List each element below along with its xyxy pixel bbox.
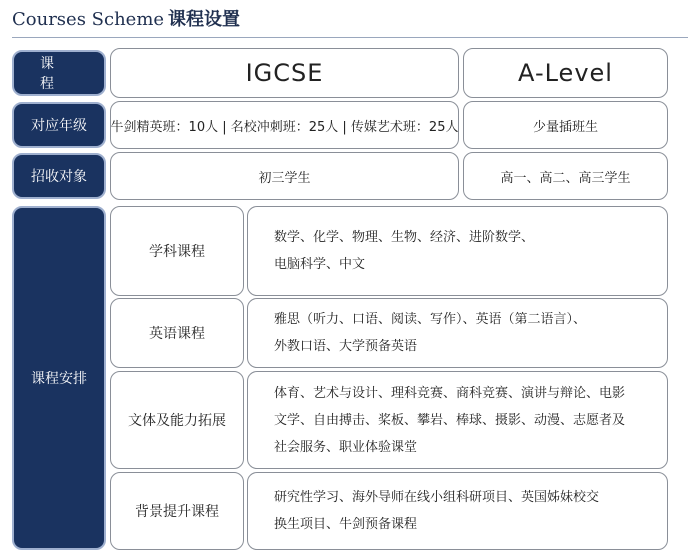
cell-igcse-grade bbox=[110, 101, 459, 149]
alevel-grade-text: 少量插班生 bbox=[532, 119, 598, 135]
label-arrangement bbox=[12, 206, 106, 550]
label-target bbox=[12, 153, 106, 199]
english-courses-line: 雅思（听力、口语、阅读、写作）、英语（第二语言）、 bbox=[274, 312, 587, 327]
cell-igcse-target bbox=[110, 152, 459, 200]
cell-alevel-grade bbox=[463, 101, 668, 149]
subject-courses-label bbox=[110, 206, 244, 296]
alevel-title: A-Level bbox=[518, 59, 613, 87]
label-target-text: 招收对象 bbox=[31, 169, 87, 185]
background-enhancement-line: 换生项目、牛剑预备课程 bbox=[274, 517, 418, 532]
subject-courses-detail bbox=[247, 206, 668, 296]
title-chinese: 课程设置 bbox=[168, 9, 241, 30]
label-course bbox=[12, 50, 106, 96]
background-enhancement-detail bbox=[247, 472, 668, 550]
extracurricular-line: 文学、自由搏击、桨板、攀岩、棒球、摄影、动漫、志愿者及 bbox=[274, 412, 626, 428]
cell-alevel-header bbox=[463, 48, 668, 98]
label-grade bbox=[12, 102, 106, 148]
label-arrangement-text: 课程安排 bbox=[31, 371, 87, 387]
page-title bbox=[12, 5, 240, 31]
title-divider bbox=[12, 37, 688, 38]
subject-courses-name: 学科课程 bbox=[149, 244, 205, 260]
alevel-target-text: 高一、高二、高三学生 bbox=[500, 170, 631, 186]
extracurricular-detail bbox=[247, 371, 668, 469]
english-courses-detail bbox=[247, 298, 668, 368]
background-enhancement-name: 背景提升课程 bbox=[135, 504, 219, 520]
igcse-title: IGCSE bbox=[245, 59, 324, 87]
cell-igcse-header bbox=[110, 48, 459, 98]
extracurricular-line: 社会服务、职业体验课堂 bbox=[274, 439, 418, 455]
subject-courses-line: 数学、化学、物理、生物、经济、进阶数学、 bbox=[274, 230, 535, 245]
igcse-target-text: 初三学生 bbox=[258, 170, 311, 186]
extracurricular-line: 体育、艺术与设计、理科竞赛、商科竞赛、演讲与辩论、电影 bbox=[274, 385, 626, 401]
cell-alevel-target bbox=[463, 152, 668, 200]
english-courses-line: 外教口语、大学预备英语 bbox=[274, 339, 418, 354]
title-english: Courses Scheme bbox=[12, 9, 165, 30]
extracurricular-label bbox=[110, 371, 244, 469]
label-course-text: 课 程 bbox=[40, 56, 80, 92]
extracurricular-name: 文体及能力拓展 bbox=[128, 413, 226, 429]
subject-courses-line: 电脑科学、中文 bbox=[274, 257, 366, 272]
english-courses-label bbox=[110, 298, 244, 368]
background-enhancement-line: 研究性学习、海外导师在线小组科研项目、英国姊妹校交 bbox=[274, 490, 600, 505]
background-enhancement-label bbox=[110, 472, 244, 550]
igcse-grade-text: 牛剑精英班：10人 | 名校冲刺班：25人 | 传媒艺术班：25人 bbox=[110, 119, 459, 135]
label-grade-text: 对应年级 bbox=[31, 118, 87, 134]
english-courses-name: 英语课程 bbox=[149, 326, 205, 342]
